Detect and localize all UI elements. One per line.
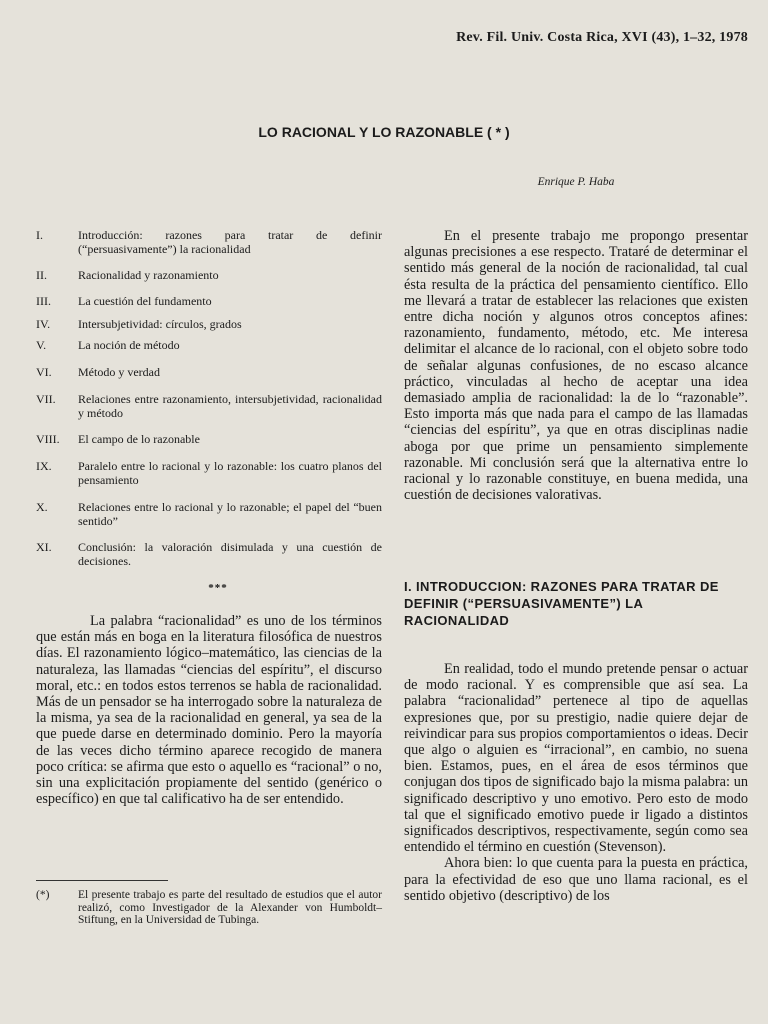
footnote-text: El presente trabajo es parte del resultado de estudios que el autor realizó, como Investigador de la Alexander von Humboldt–Stiftung, en la Universidad de Tubinga. [78, 889, 382, 926]
toc-text: Conclusión: la valoración disimulada y una cuestión de decisiones. [78, 540, 382, 568]
right-column-section [404, 661, 748, 904]
toc-number: II. [36, 268, 47, 282]
toc-text: Intersubjetividad: círculos, grados [78, 317, 242, 331]
article-author: Enrique P. Haba [537, 176, 615, 188]
toc-text: Racionalidad y razonamiento [78, 268, 219, 282]
toc-number: XI. [36, 540, 52, 554]
footnote-divider [36, 880, 168, 881]
toc-number: X. [36, 500, 48, 514]
journal-reference: Rev. Fil. Univ. Costa Rica, XVI (43), 1–32, 1978 [456, 30, 748, 45]
toc-text: La noción de método [78, 338, 180, 352]
toc-text: Relaciones entre lo racional y lo razonable; el papel del “buen sentido” [78, 500, 382, 528]
section-heading: I. INTRODUCCION: RAZONES PARA TRATAR DE DEFINIR (“PERSUASIVAMENTE”) LA RACIONALIDAD [404, 579, 719, 628]
body-paragraph: En realidad, todo el mundo pretende pensar o actuar de modo racional. Y es comprensible que así sea. La palabra “racionalidad” pertenece al tipo de aquellas expresiones que, por su prestigio, nadie quiere dejar de reivindicar para sus propios comportamientos o ideas. Decir que algo o alguien es “irracional”, en cambio, no suena bien. Estamos, pues, en el área de esos términos que conjugan dos tipos de significado bajo la misma palabra: un significado descriptivo y uno emotivo. Pero esto de modo tal que el significado emotivo puede ir ligado a distintos significados descriptivos, respectivamente, según como sea entendido el término en cuestión (Stevenson). [404, 661, 748, 856]
toc-number: VII. [36, 392, 56, 406]
body-paragraph: La palabra “racionalidad” es uno de los términos que están más en boga en la literatura filosófica de nuestros días. El razonamiento lógico–matemático, las ciencias de la naturaleza, las llamadas “ciencias del espíritu”, el discurso moral, etc.: en todos estos terrenos se habla de racionalidad. Más de un pensador se ha interrogado sobre la naturaleza de la misma, ya sea de la racionalidad en general, ya sea de la que puede darse en determinado dominio. Pero la mayoría de las veces dicho término aparece recogido de manera poco crítica: se afirma que esto o aquello es “racional” o no, sin una explicitación propiamente del sentido (genérico o específico) en que tal calificativo ha de ser entendido. [36, 613, 382, 808]
toc-number: IV. [36, 317, 51, 331]
intro-paragraph: En el presente trabajo me propongo presentar algunas precisiones a ese respecto. Trataré de determinar el sentido más general de la noción de racionalidad, tal cual ésta resulta de la práctica del pensamiento científico. Ello me llevará a tratar de establecer las relaciones que existen entre dicha noción y algunos otros conceptos afines: razonamiento, fundamento, método, etc. Me interesa delimitar el alcance de lo racional, con el objeto sobre todo de señalar algunas confusiones, de no escaso alcance práctico, vinculadas al hecho de aceptar una idea demasiado amplia de racionalidad: la de lo “razonable”. Esto importa más que nada para el campo de las llamadas “ciencias del espíritu”, ya que en otras disciplinas nadie aboga por que prime un pensamiento simplemente razonable. Mi conclusión será que la alternativa entre lo racional y lo razonable constituye, en buena medida, una cuestión de decisiones valorativas. [404, 228, 748, 504]
toc-number: I. [36, 228, 43, 242]
toc-number: IX. [36, 459, 52, 473]
toc-number: VIII. [36, 432, 60, 446]
article-title: LO RACIONAL Y LO RAZONABLE ( * ) [258, 124, 510, 140]
toc-text: Introducción: razones para tratar de definir (“persuasivamente”) la racionalidad [78, 228, 382, 256]
toc-number: V. [36, 338, 47, 352]
toc-text: La cuestión del fundamento [78, 294, 212, 308]
toc-number: III. [36, 294, 51, 308]
right-column-intro [404, 228, 748, 503]
footnote-mark: (*) [36, 889, 50, 901]
toc-text: El campo de lo razonable [78, 432, 200, 446]
toc-text: Método y verdad [78, 365, 160, 379]
toc-text: Relaciones entre razonamiento, intersubjetividad, racionalidad y método [78, 392, 382, 420]
left-column [36, 613, 382, 807]
toc-text: Paralelo entre lo racional y lo razonable: los cuatro planos del pensamiento [78, 459, 382, 487]
body-paragraph: Ahora bien: lo que cuenta para la puesta en práctica, para la efectividad de eso que uno llama racional, es el sentido objetivo (descriptivo) de los [404, 855, 748, 904]
section-separator: *** [208, 582, 228, 594]
toc-number: VI. [36, 365, 52, 379]
